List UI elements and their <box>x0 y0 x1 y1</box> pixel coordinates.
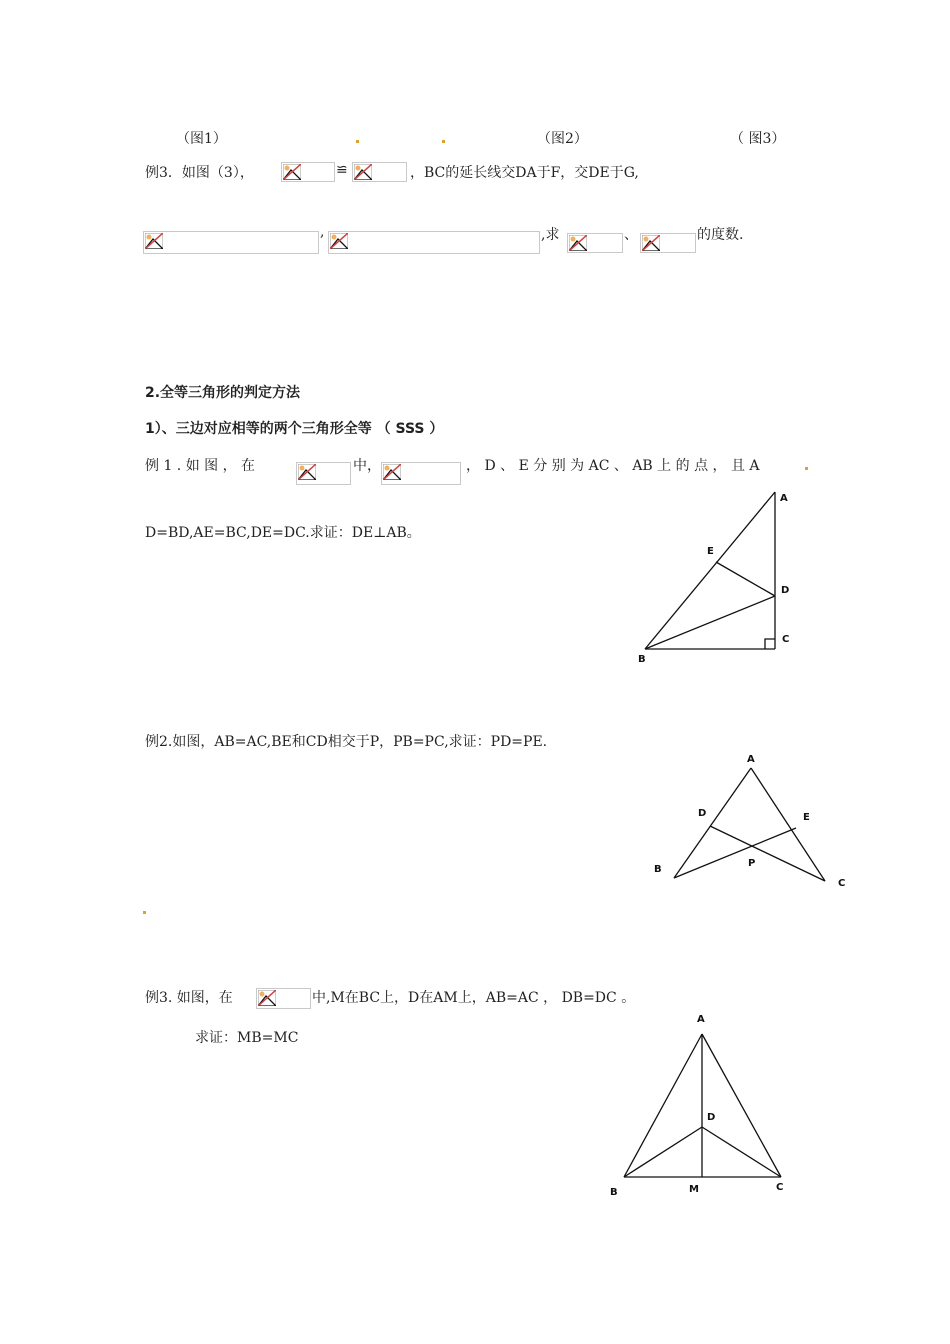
ex1-line1-c: ， D 、 E 分 别 为 AC 、 AB 上 的 点 ， 且 A <box>466 458 760 474</box>
segment-ab <box>624 1034 702 1177</box>
marker-dot <box>805 467 808 470</box>
label-E: E <box>707 546 714 557</box>
label-B: B <box>638 654 646 665</box>
segment-ab <box>674 768 751 878</box>
formula-image <box>381 462 461 485</box>
ex3-line1-b: 中,M在BC上，D在AM上，AB=AC ， DB=DC 。 <box>312 990 636 1006</box>
ex3-top-label: 例3．如图（3）， <box>145 165 254 181</box>
end-text: 的度数. <box>697 227 744 243</box>
ex1-line1-a: 例 1 . 如 图 ， 在 <box>145 458 256 474</box>
image-placeholder-icon <box>145 233 163 249</box>
image-placeholder-icon <box>354 164 372 180</box>
label-A: A <box>780 493 788 504</box>
image-placeholder-icon <box>283 164 301 180</box>
right-angle-mark <box>765 639 775 649</box>
label-B: B <box>654 864 662 875</box>
ex3-top-text: ，BC的延长线交DA于F，交DE于G, <box>410 165 639 181</box>
marker-dot <box>143 911 146 914</box>
image-placeholder-icon <box>298 464 316 480</box>
segment-bd <box>624 1127 702 1177</box>
segment-ac <box>751 768 825 881</box>
qiu-text: ,求 <box>541 227 560 243</box>
image-placeholder-icon <box>258 990 276 1006</box>
section-heading: 2.全等三角形的判定方法 <box>145 385 301 401</box>
congruent-symbol: ≌ <box>336 162 348 178</box>
label-M: M <box>689 1184 699 1195</box>
label-C: C <box>782 634 790 645</box>
label-A: A <box>697 1014 705 1025</box>
segment-de <box>716 562 775 596</box>
caption-fig3: （ 图3） <box>730 131 786 147</box>
caption-fig1: （图1） <box>176 131 227 147</box>
section-subheading: 1）、三边对应相等的两个三角形全等 （ SSS ） <box>145 421 444 437</box>
ex1-line1-b: 中， <box>353 458 381 474</box>
label-C: C <box>776 1182 784 1193</box>
image-placeholder-icon <box>383 464 401 480</box>
segment-be <box>674 828 796 878</box>
ex1-line2: D=BD,AE=BC,DE=DC.求证：DE⊥AB。 <box>145 525 421 541</box>
figure-ex2 <box>648 748 854 893</box>
segment-cd <box>702 1127 781 1177</box>
label-E: E <box>803 812 810 823</box>
label-P: P <box>748 858 756 869</box>
segment-ab <box>645 492 775 649</box>
ex3-line2: 求证：MB=MC <box>195 1030 299 1046</box>
figure-ex1 <box>630 485 810 670</box>
formula-image <box>567 233 623 253</box>
label-B: B <box>610 1187 618 1198</box>
label-D: D <box>781 585 790 596</box>
formula-image <box>256 988 311 1009</box>
formula-image <box>352 162 407 182</box>
comma: , <box>320 224 325 240</box>
image-placeholder-icon <box>330 233 348 249</box>
caption-fig2: （图2） <box>537 131 588 147</box>
marker-dot <box>356 140 359 143</box>
figure-ex3 <box>604 1008 794 1203</box>
ex3-line1-a: 例3. 如图，在 <box>145 990 233 1006</box>
image-placeholder-icon <box>642 235 660 251</box>
marker-dot <box>442 140 445 143</box>
segment-ac <box>702 1034 781 1177</box>
label-D: D <box>698 808 707 819</box>
formula-image <box>640 233 696 253</box>
segment-bd <box>645 596 775 649</box>
formula-image <box>328 231 540 254</box>
image-placeholder-icon <box>569 235 587 251</box>
formula-image <box>296 462 351 485</box>
ex2-text: 例2.如图，AB=AC,BE和CD相交于P，PB=PC,求证：PD=PE. <box>145 734 548 750</box>
formula-image <box>143 231 319 254</box>
label-D: D <box>707 1112 716 1123</box>
dun-text: 、 <box>624 227 638 243</box>
formula-image <box>281 162 335 182</box>
label-A: A <box>747 754 755 765</box>
label-C: C <box>838 878 846 889</box>
